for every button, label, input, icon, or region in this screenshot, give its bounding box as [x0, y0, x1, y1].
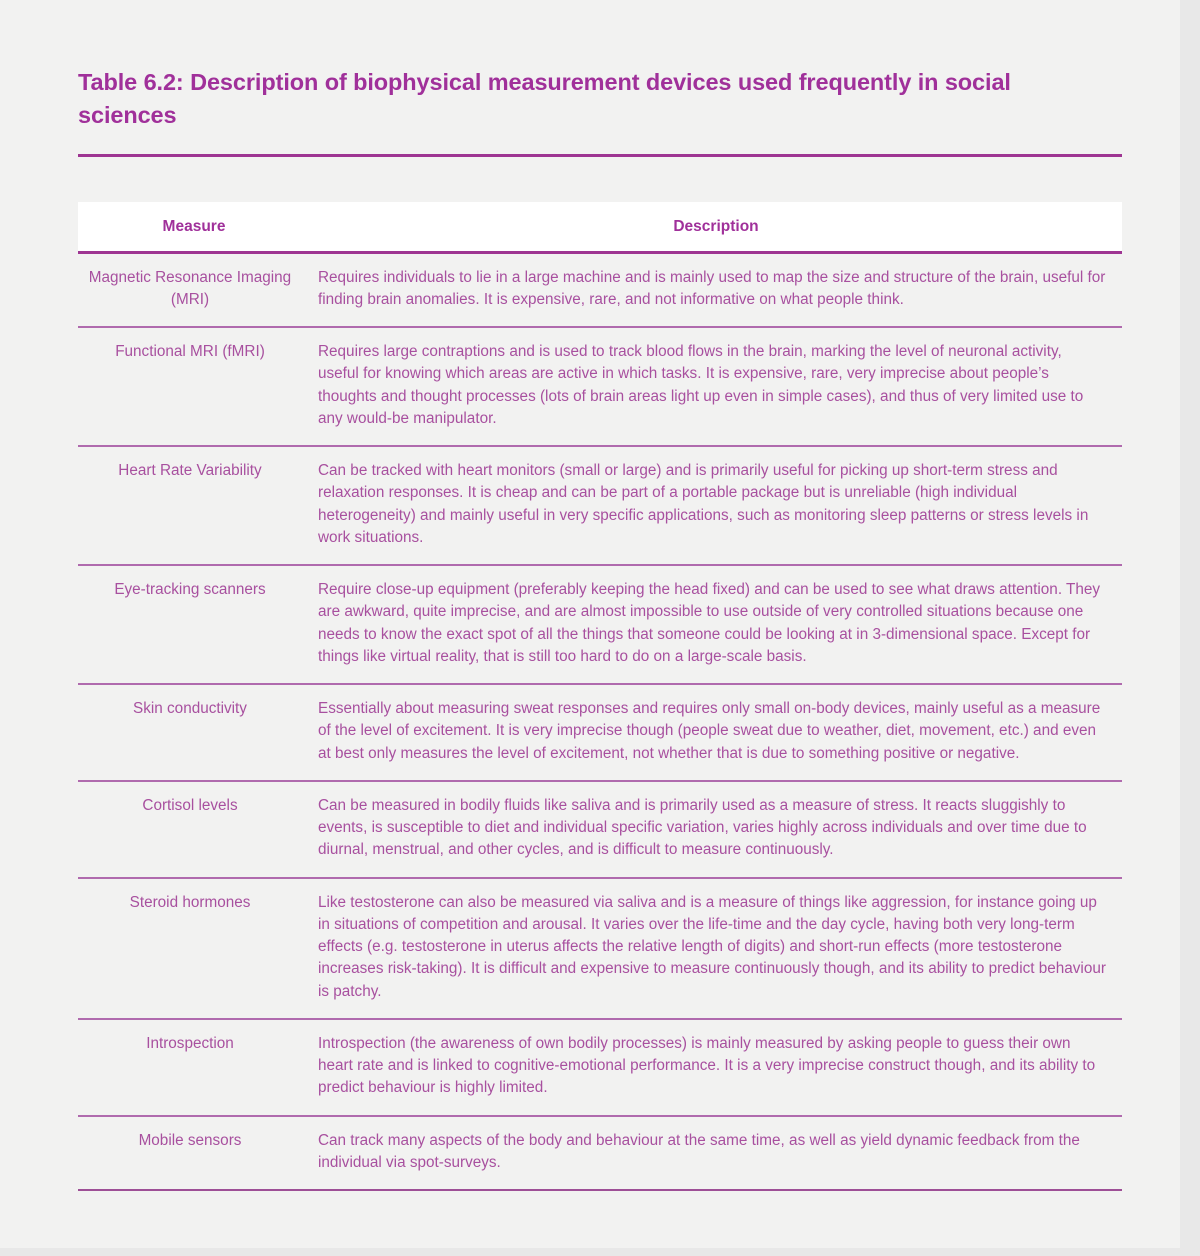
cell-description: Introspection (the awareness of own bodily processes) is mainly measured by asking people to guess their own heart rate and is linked to cognitive-emotional performance. It is a very imprecise construct though, and its ability to predict behaviour is highly limited. — [310, 1019, 1122, 1116]
cell-measure: Introspection — [78, 1019, 310, 1116]
title-divider — [78, 154, 1122, 157]
title-block — [78, 0, 1102, 157]
table-container — [78, 202, 1122, 1192]
column-header-description: Description — [310, 202, 1122, 253]
table-row — [78, 878, 1122, 1019]
cell-description: Can be tracked with heart monitors (small or large) and is primarily useful for picking up short-term stress and relaxation responses. It is cheap and can be part of a portable package but is unreliable (high individual heterogeneity) and mainly useful in very specific applications, such as monitoring sleep patterns or stress levels in work situations. — [310, 446, 1122, 565]
cell-measure: Eye-tracking scanners — [78, 565, 310, 684]
cell-measure: Magnetic Resonance Imaging (MRI) — [78, 252, 310, 327]
table-row — [78, 781, 1122, 878]
table-row — [78, 446, 1122, 565]
table-row — [78, 1116, 1122, 1191]
cell-description: Requires large contraptions and is used to track blood flows in the brain, marking the level of neuronal activity, useful for knowing which areas are active in which tasks. It is expensive, rare, very imprecise about people’s thoughts and thought processes (lots of brain areas light up even in simple cases), and thus of very limited use to any would-be manipulator. — [310, 327, 1122, 446]
biophysical-measures-table — [78, 202, 1122, 1192]
cell-description: Can be measured in bodily fluids like saliva and is primarily used as a measure of stress. It reacts sluggishly to events, is susceptible to diet and individual specific variation, varies highly across individuals and over time due to diurnal, menstrual, and other cycles, and is difficult to measure continuously. — [310, 781, 1122, 878]
cell-description: Can track many aspects of the body and behaviour at the same time, as well as yield dynamic feedback from the individual via spot-surveys. — [310, 1116, 1122, 1191]
cell-measure: Cortisol levels — [78, 781, 310, 878]
table-body — [78, 252, 1122, 1190]
cell-measure: Skin conductivity — [78, 684, 310, 781]
table-header — [78, 202, 1122, 253]
table-row — [78, 327, 1122, 446]
cell-description: Require close-up equipment (preferably keeping the head fixed) and can be used to see what draws attention. They are awkward, quite imprecise, and are almost impossible to use outside of very controlled situations because one needs to know the exact spot of all the things that someone could be looking at in 3-dimensional space. Except for things like virtual reality, that is still too hard to do on a large-scale basis. — [310, 565, 1122, 684]
table-header-row — [78, 202, 1122, 253]
cell-measure: Functional MRI (fMRI) — [78, 327, 310, 446]
cell-measure: Heart Rate Variability — [78, 446, 310, 565]
table-row — [78, 684, 1122, 781]
cell-measure: Steroid hormones — [78, 878, 310, 1019]
cell-description: Like testosterone can also be measured via saliva and is a measure of things like aggression, for instance going up in situations of competition and arousal. It varies over the life-time and the day cycle, having both very long-term effects (e.g. testosterone in uterus affects the relative length of digits) and short-run effects (more testosterone increases risk-taking). It is difficult and expensive to measure continuously though, and its ability to predict behaviour is patchy. — [310, 878, 1122, 1019]
cell-measure: Mobile sensors — [78, 1116, 310, 1191]
cell-description: Requires individuals to lie in a large machine and is mainly used to map the size and structure of the brain, useful for finding brain anomalies. It is expensive, rare, and not informative on what people think. — [310, 252, 1122, 327]
column-header-measure: Measure — [78, 202, 310, 253]
table-row — [78, 252, 1122, 327]
table-row — [78, 565, 1122, 684]
page-title: Table 6.2: Description of biophysical measurement devices used frequently in social sciences — [78, 69, 1011, 129]
cell-description: Essentially about measuring sweat responses and requires only small on-body devices, mainly useful as a measure of the level of excitement. It is very imprecise though (people sweat due to weather, diet, movement, etc.) and even at best only measures the level of excitement, not whether that is due to something positive or negative. — [310, 684, 1122, 781]
table-row — [78, 1019, 1122, 1116]
